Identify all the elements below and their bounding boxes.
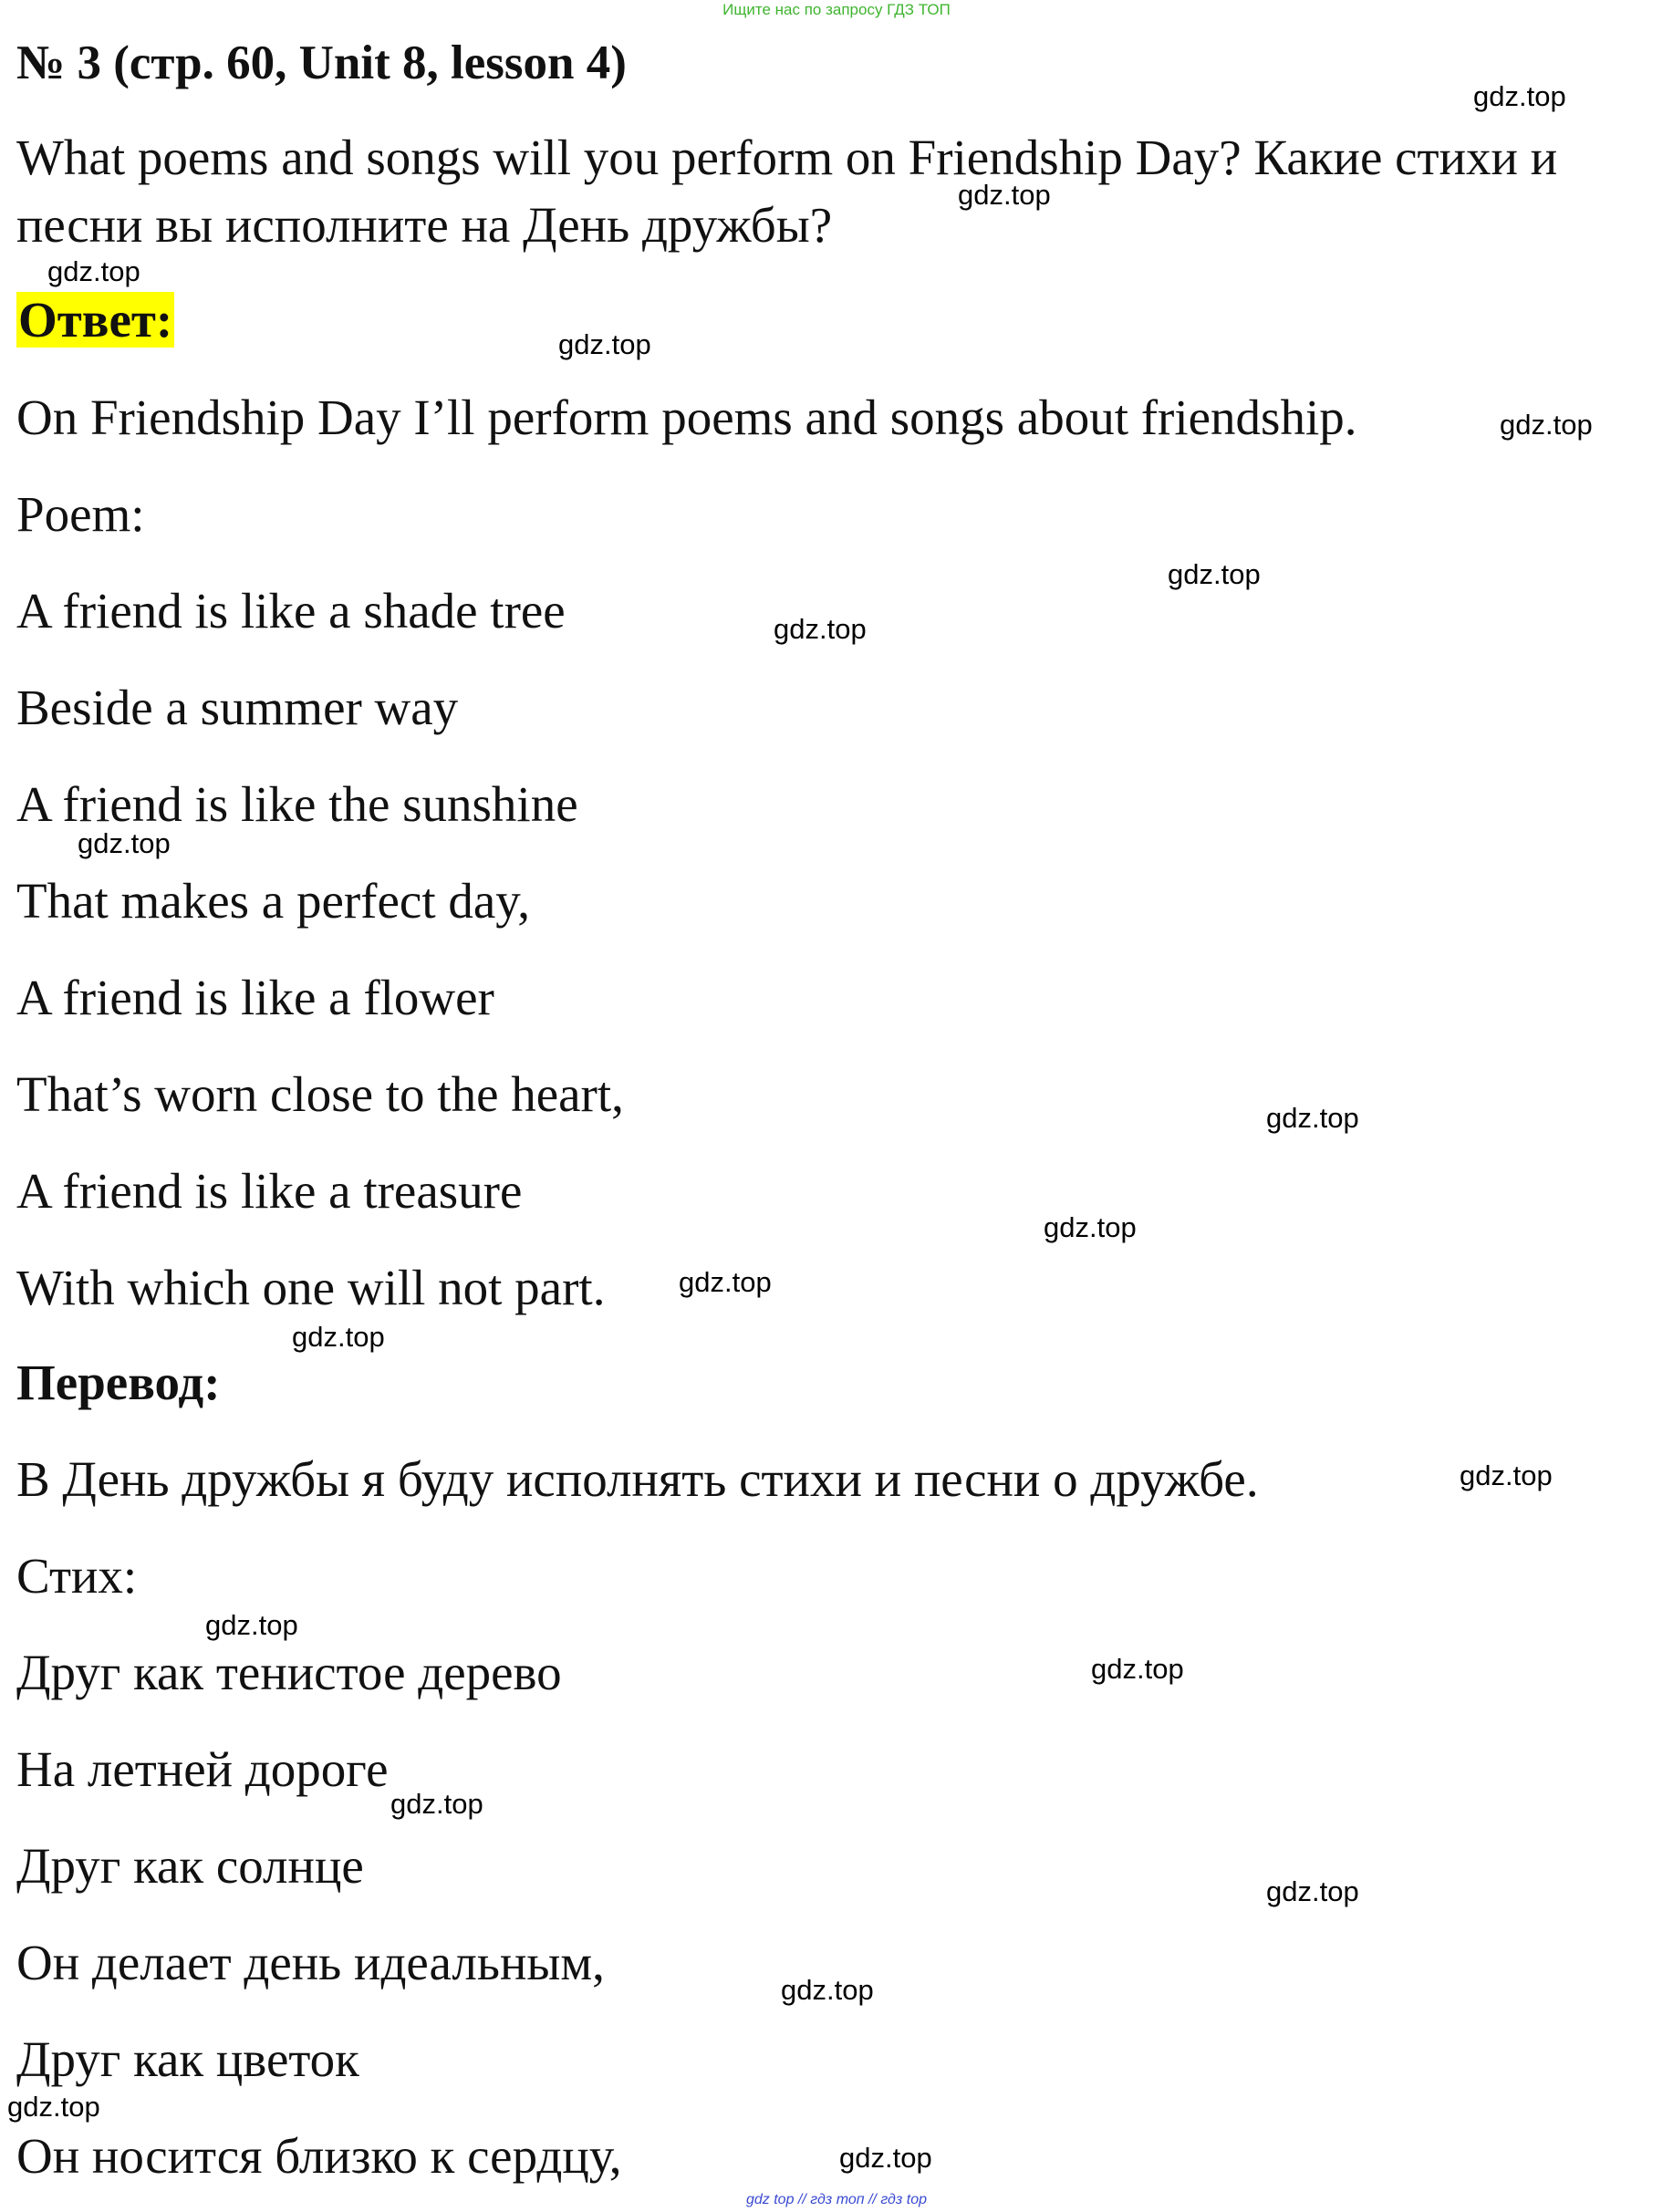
answer-highlight: Ответ: [18, 292, 173, 348]
watermark: gdz.top [1168, 558, 1261, 590]
verse-line: Он носится близко к сердцу, [16, 2128, 622, 2184]
watermark: gdz.top [679, 1266, 772, 1298]
watermark: gdz.top [1473, 80, 1566, 112]
watermark: gdz.top [1500, 409, 1593, 441]
watermark: gdz.top [292, 1321, 385, 1353]
poem-line: With which one will not part. [16, 1260, 606, 1315]
poem-label: Poem: [16, 486, 145, 542]
watermark: gdz.top [1266, 1102, 1359, 1134]
watermark: gdz.top [781, 1974, 874, 2006]
watermark: gdz.top [774, 613, 867, 645]
answer-text: On Friendship Day I’ll perform poems and songs about friendship. [16, 389, 1357, 445]
answer-label [16, 292, 174, 348]
watermark: gdz.top [205, 1609, 298, 1641]
verse-label: Стих: [16, 1548, 138, 1604]
watermark: gdz.top [839, 2142, 932, 2174]
watermark: gdz.top [558, 328, 651, 360]
poem-line: That makes a perfect day, [16, 873, 530, 929]
poem-line: That’s worn close to the heart, [16, 1066, 624, 1122]
poem-line: A friend is like a treasure [16, 1163, 523, 1219]
translation-label: Перевод: [16, 1355, 221, 1410]
watermark: gdz.top [47, 255, 140, 287]
verse-line: Друг как цветок [16, 2031, 359, 2087]
verse-line: Он делает день идеальным, [16, 1935, 605, 1990]
question-line-2: песни вы исполните на День дружбы? [16, 197, 833, 253]
poem-line: Beside a summer way [16, 680, 459, 735]
translation-text: В День дружбы я буду исполнять стихи и песни о дружбе. [16, 1451, 1259, 1507]
poem-line: A friend is like a flower [16, 970, 494, 1025]
verse-line: Друг как тенистое дерево [16, 1645, 562, 1700]
bottom-banner: gdz top // гдз топ // гдз top [745, 2192, 927, 2207]
watermark: gdz.top [78, 827, 171, 859]
verse-line: Друг как солнце [16, 1838, 364, 1894]
watermark: gdz.top [390, 1788, 483, 1820]
page-title: № 3 (стр. 60, Unit 8, lesson 4) [16, 36, 627, 89]
watermark: gdz.top [1266, 1875, 1359, 1907]
poem-line: A friend is like a shade tree [16, 583, 566, 639]
question-line-1: What poems and songs will you perform on Friendship Day? Какие стихи и [16, 130, 1558, 185]
verse-line: На летней дороге [16, 1741, 389, 1797]
top-banner: Ищите нас по запросу ГДЗ ТОП [722, 1, 951, 18]
watermark: gdz.top [1091, 1653, 1184, 1685]
watermark: gdz.top [7, 2091, 100, 2123]
watermark: gdz.top [1044, 1211, 1137, 1243]
watermark: gdz.top [1460, 1459, 1553, 1491]
watermark: gdz.top [958, 179, 1051, 211]
poem-line: A friend is like the sunshine [16, 776, 578, 832]
